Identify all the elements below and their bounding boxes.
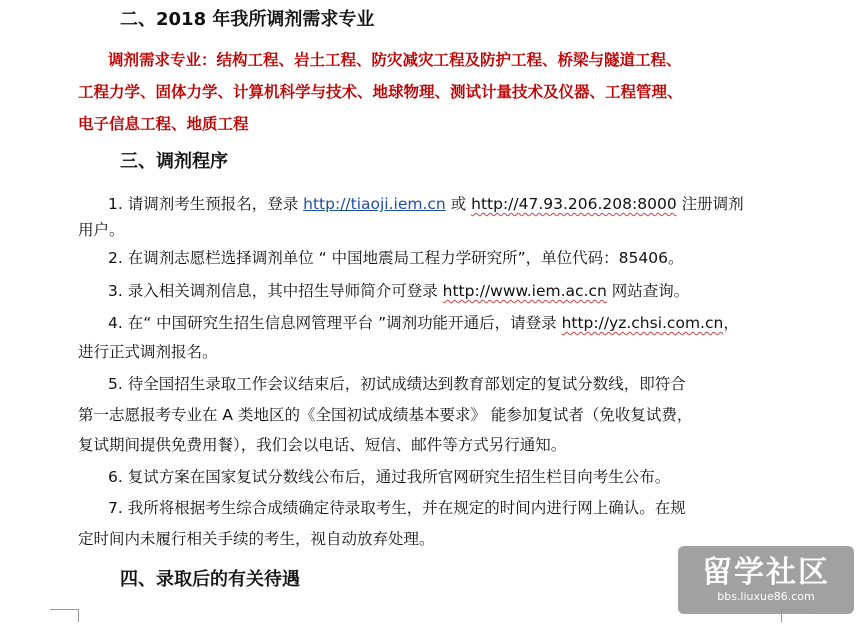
step-4-suffix: ， xyxy=(723,314,739,332)
iem-url: http://www.iem.ac.cn xyxy=(442,282,607,300)
step-7-line-1: 7. 我所将根据考生综合成绩确定待录取考生，并在规定的时间内进行网上确认。在规 xyxy=(108,499,686,517)
step-1-line-1 xyxy=(108,192,744,216)
step-3-prefix: 3. 录入相关调剂信息，其中招生导师简介可登录 xyxy=(108,282,443,300)
page-corner-mark-left xyxy=(50,609,79,622)
section-2-heading: 二、2018 年我所调剂需求专业 xyxy=(120,9,375,30)
step-5-line-1: 5. 待全国招生录取工作会议结束后，初试成绩达到教育部划定的复试分数线，即符合 xyxy=(108,375,686,393)
tiaoji-link[interactable]: http://tiaoji.iem.cn xyxy=(303,195,446,213)
ip-address-url: http://47.93.206.208:8000 xyxy=(471,195,677,213)
step-3-suffix: 网站查询。 xyxy=(606,282,690,300)
step-2: 2. 在调剂志愿栏选择调剂单位 “ 中国地震局工程力学研究所”，单位代码：85406。 xyxy=(108,249,684,267)
watermark-logo: 留学社区 xyxy=(702,555,830,590)
step-1-line-2: 用户。 xyxy=(78,221,125,239)
majors-line-2: 工程力学、固体力学、计算机科学与技术、地球物理、测试计量技术及仪器、工程管理、 xyxy=(78,83,683,101)
step-7-line-2: 定时间内未履行相关手续的考生，视自动放弃处理。 xyxy=(78,530,435,548)
step-5-line-3: 复试期间提供免费用餐），我们会以电话、短信、邮件等方式另行通知。 xyxy=(78,436,567,454)
chsi-url: http://yz.chsi.com.cn xyxy=(561,314,724,332)
majors-line-1: 调剂需求专业：结构工程、岩土工程、防灾减灾工程及防护工程、桥梁与隧道工程、 xyxy=(108,51,682,69)
step-5-line-2: 第一志愿报考专业在 A 类地区的《全国初试成绩基本要求》 能参加复试者（免收复试费， xyxy=(78,406,693,424)
watermark-url: bbs.liuxue86.com xyxy=(717,590,815,603)
step-4-line-2: 进行正式调剂报名。 xyxy=(78,343,218,361)
step-1-suffix: 注册调剂 xyxy=(676,195,744,213)
step-4-line-1 xyxy=(108,311,739,335)
site-watermark xyxy=(678,546,854,614)
step-3 xyxy=(108,279,689,303)
majors-line-3: 电子信息工程、地质工程 xyxy=(78,115,249,133)
section-4-heading: 四、录取后的有关待遇 xyxy=(120,569,300,590)
step-6: 6. 复试方案在国家复试分数线公布后，通过我所官网研究生招生栏目向考生公布。 xyxy=(108,468,671,486)
required-majors-paragraph xyxy=(78,44,768,140)
section-3-heading: 三、调剂程序 xyxy=(120,151,228,172)
step-1-prefix: 1. 请调剂考生预报名，登录 xyxy=(108,195,304,213)
step-4-prefix: 4. 在“ 中国研究生招生信息网管理平台 ”调剂功能开通后，请登录 xyxy=(108,314,562,332)
step-1-mid: 或 xyxy=(445,195,472,213)
